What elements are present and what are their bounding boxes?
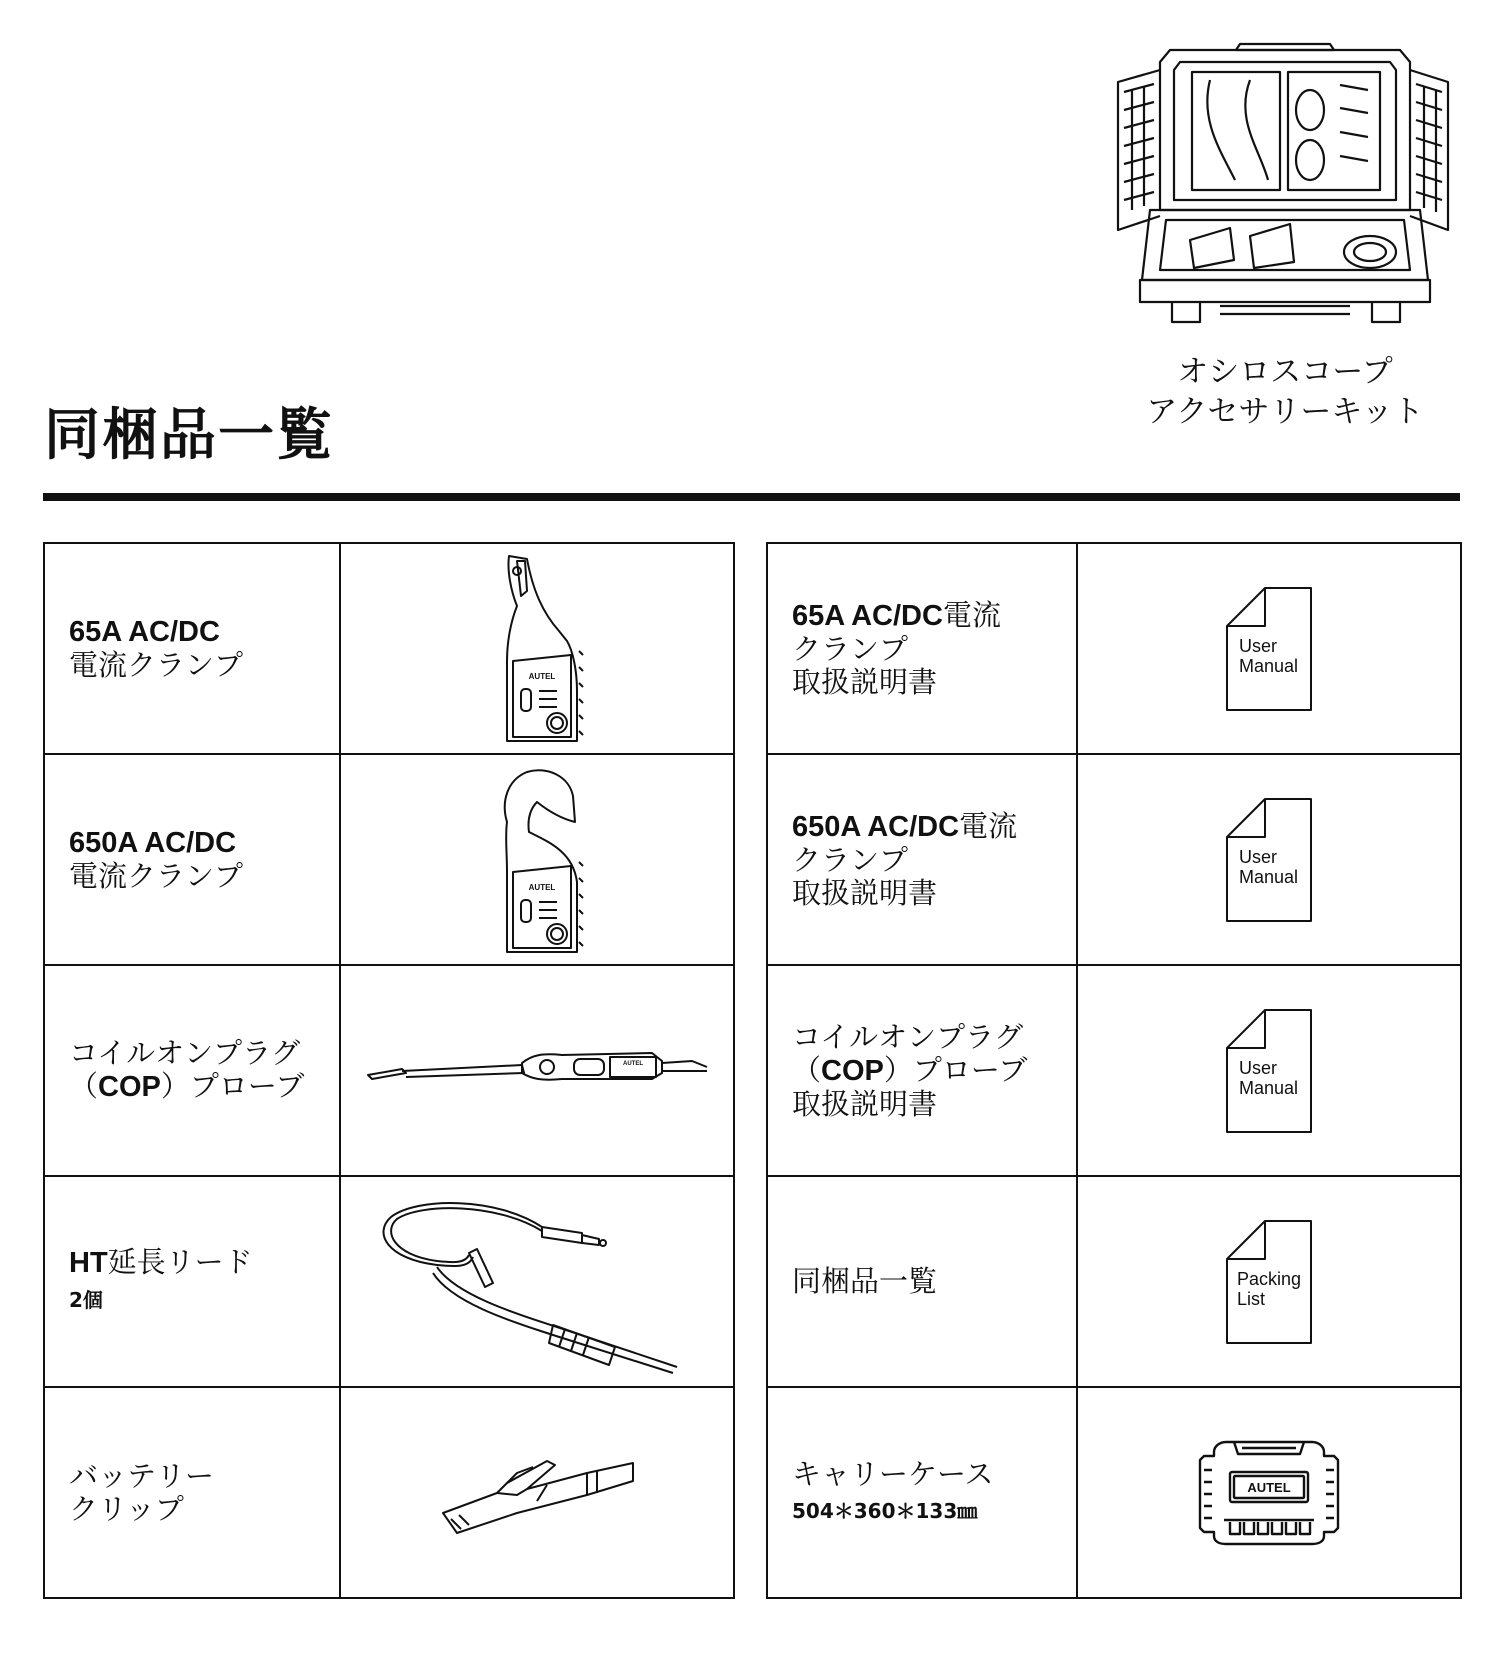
item-name-line3: 取扱説明書 [792, 875, 938, 910]
item-name-line2: クリップ [69, 1491, 184, 1526]
document-label-line2: Manual [1239, 1077, 1299, 1098]
item-name: 電流 [959, 808, 1018, 843]
item-image [340, 754, 734, 965]
clamp-brand-label: AUTEL [528, 883, 556, 892]
table-row [767, 754, 1461, 965]
item-image [1077, 1176, 1461, 1387]
item-name-line2: 電流クランプ [69, 859, 244, 893]
current-clamp-650a-icon [477, 762, 597, 957]
item-name-line2: 電流クランプ [69, 648, 244, 682]
item-name-bold: COP [98, 1071, 161, 1103]
item-label [767, 754, 1077, 965]
kit-caption [1110, 352, 1460, 432]
carry-case-icon [1194, 1438, 1344, 1548]
table-row [44, 754, 734, 965]
item-image [1077, 543, 1461, 754]
item-name-line3: 取扱説明書 [792, 664, 938, 699]
table-row [767, 543, 1461, 754]
table-row [44, 965, 734, 1176]
document-label-line2: Manual [1239, 866, 1299, 887]
page-title: 同梱品一覧 [44, 403, 334, 468]
document-label-line2: Manual [1239, 655, 1299, 676]
kit-caption-line2: アクセサリーキット [1146, 394, 1424, 430]
item-name-bold: 65A AC/DC [69, 616, 220, 648]
document-label-line1: User [1239, 635, 1278, 656]
table-row [767, 1387, 1461, 1598]
table-row [44, 543, 734, 754]
item-name: コイルオンプラグ [69, 1036, 301, 1070]
document-icon [1225, 797, 1313, 923]
item-name: コイルオンプラグ [792, 1019, 1024, 1054]
cop-probe-icon [362, 1041, 712, 1101]
item-image [1077, 1387, 1461, 1598]
item-name-line2: プローブ [189, 1069, 305, 1103]
item-label [44, 754, 340, 965]
document-icon [1225, 1008, 1313, 1134]
item-dimensions: 504＊360＊133㎜ [792, 1498, 978, 1523]
current-clamp-65a-icon [477, 551, 597, 746]
item-image [340, 965, 734, 1176]
item-name: 電流 [942, 597, 1001, 632]
document-label-line1: User [1239, 1057, 1278, 1078]
item-name-line2: クランプ [792, 842, 909, 877]
document-icon [1225, 586, 1313, 712]
ht-extension-lead-icon [377, 1187, 697, 1377]
document-icon [1225, 1219, 1313, 1345]
item-image [340, 1176, 734, 1387]
contents-table-left [43, 542, 735, 1599]
table-row [44, 1176, 734, 1387]
contents-table-right [766, 542, 1462, 1599]
item-label [44, 543, 340, 754]
item-label [767, 1387, 1077, 1598]
item-name-line3: 取扱説明書 [792, 1086, 938, 1121]
item-name-bold: 650A AC/DC [792, 810, 960, 843]
title-divider [43, 493, 1460, 501]
item-label: コイルオンプラグ （COP）プローブ 取扱説明書 [767, 965, 1077, 1176]
item-quantity: 2個 [69, 1288, 103, 1312]
item-name: キャリーケース [792, 1456, 994, 1491]
document-label-line1: User [1239, 846, 1278, 867]
item-image [340, 543, 734, 754]
item-name: バッテリー [69, 1458, 215, 1493]
table-row [44, 1387, 734, 1598]
item-label [44, 1387, 340, 1598]
clamp-brand-label: AUTEL [528, 672, 556, 681]
table-row [767, 1176, 1461, 1387]
probe-brand-label: AUTEL [623, 1060, 643, 1067]
case-logo: AUTEL [1247, 1479, 1291, 1495]
item-name-bold: 65A AC/DC [792, 599, 943, 632]
item-label [767, 1176, 1077, 1387]
item-label: コイルオンプラグ （COP）プローブ [44, 965, 340, 1176]
battery-clip-icon [437, 1443, 637, 1543]
item-label [767, 543, 1077, 754]
item-image [1077, 965, 1461, 1176]
item-name-bold: HT [69, 1247, 108, 1279]
document-label-line2: List [1237, 1288, 1266, 1309]
accessory-kit-case-icon [1110, 40, 1455, 340]
table-row [767, 965, 1461, 1176]
item-image [1077, 754, 1461, 965]
item-label [44, 1176, 340, 1387]
document-label-line1: Packing [1237, 1268, 1302, 1289]
item-name-bold: 650A AC/DC [69, 827, 237, 859]
item-name-line2: プローブ [912, 1052, 1028, 1087]
item-name-bold: COP [821, 1054, 884, 1087]
item-image [340, 1387, 734, 1598]
item-name: 同梱品一覧 [792, 1264, 938, 1298]
item-name: 延長リード [107, 1245, 253, 1279]
kit-caption-line1: オシロスコープ [1177, 354, 1393, 390]
item-name-line2: クランプ [792, 631, 909, 666]
